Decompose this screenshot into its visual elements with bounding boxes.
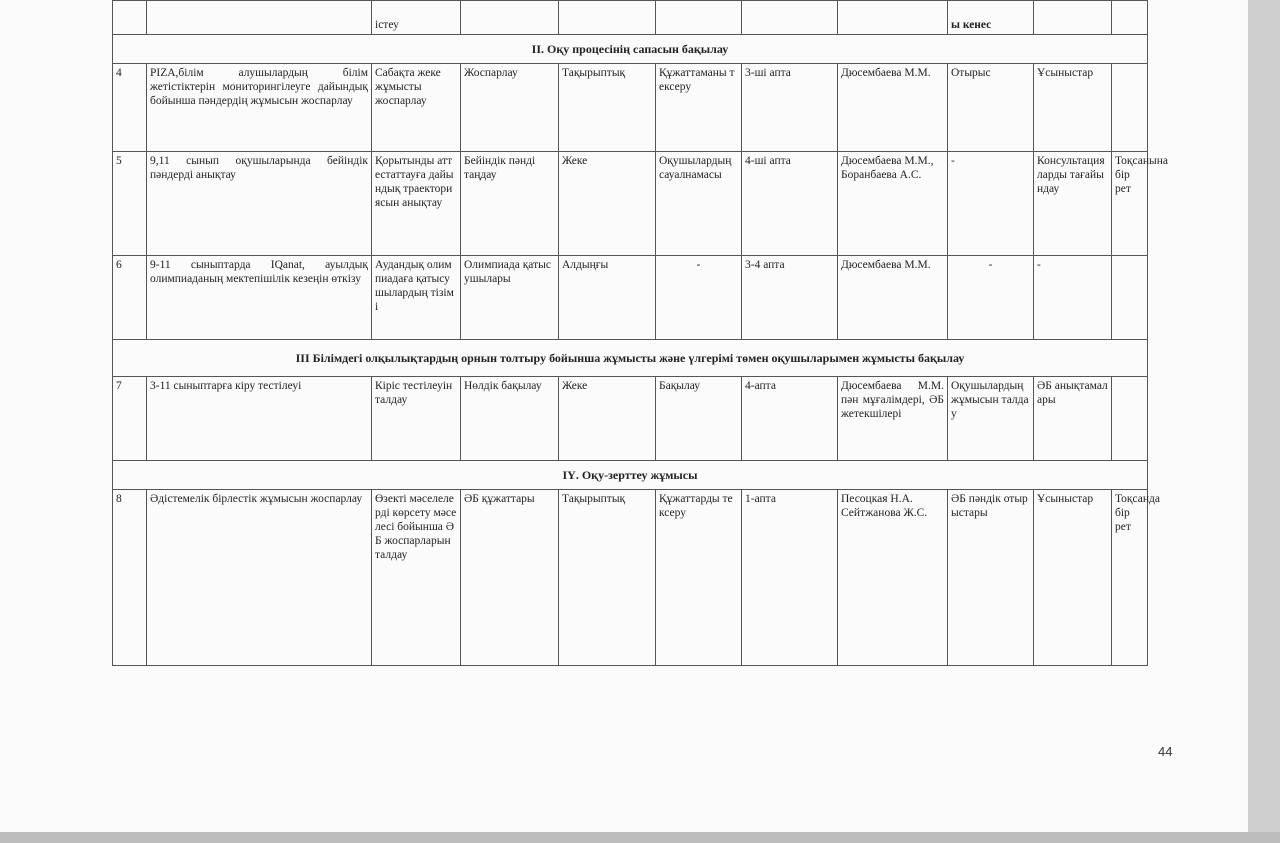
row-method: Бақылау <box>656 377 742 461</box>
row-responsible: Песоцкая Н.А. Сейтжанова Ж.С. <box>838 490 948 666</box>
row-result: Ұсыныстар <box>1034 490 1112 666</box>
row-result: - <box>1034 256 1112 340</box>
control-plan-table <box>112 0 1168 666</box>
row-object: Олимпиада қатысушылары <box>461 256 559 340</box>
row-goal: Сабақта жеке жұмысты жоспарлау <box>372 64 461 152</box>
row-place: Отырыс <box>948 64 1034 152</box>
section-header-3 <box>113 340 1148 377</box>
row-topic: 3-11 сыныптарға кіру тестілеуі <box>147 377 372 461</box>
row-goal: Қорытынды аттестаттауға дайындық траекториясын анықтау <box>372 152 461 256</box>
row-method: Құжаттаманы тексеру <box>656 64 742 152</box>
table-row <box>113 1 1148 35</box>
row-result: Консультацияларды тағайындау <box>1034 152 1112 256</box>
section-header-2 <box>113 35 1148 64</box>
row-number: 4 <box>113 64 147 152</box>
row-method-value: - <box>696 259 701 271</box>
row-place: Оқушылардың жұмысын талдау <box>948 377 1034 461</box>
row-repeat <box>1112 256 1148 340</box>
row-repeat: Тоқсанына бір рет <box>1112 152 1148 256</box>
row-result: ӘБ анықтамалары <box>1034 377 1112 461</box>
section-title: ІІІ Білімдегі олқылықтардың орнын толтыру бойынша жұмысты және үлгерімі төмен оқушыларымен жұмысты бақылау <box>113 340 1148 377</box>
row-topic: Әдістемелік бірлестік жұмысын жоспарлау <box>147 490 372 666</box>
row-term: 4-ші апта <box>742 152 838 256</box>
cell-top-place: ы кенес <box>948 1 1034 35</box>
row-responsible: Дюсембаева М.М. <box>838 256 948 340</box>
row-term: 4-апта <box>742 377 838 461</box>
row-responsible: Дюсембаева М.М. <box>838 64 948 152</box>
row-goal: Аудандық олимпиадаға қатысушылардың тізімі <box>372 256 461 340</box>
row-type: Алдыңғы <box>559 256 656 340</box>
row-goal: Кіріс тестілеуін талдау <box>372 377 461 461</box>
table-row <box>113 152 1148 256</box>
table-row <box>113 377 1148 461</box>
section-title: ІІ. Оқу процесінің сапасын бақылау <box>113 35 1148 64</box>
row-result: Ұсыныстар <box>1034 64 1112 152</box>
row-term: 1-апта <box>742 490 838 666</box>
row-place <box>948 256 1034 340</box>
page-bottom-shadow <box>0 832 1280 843</box>
row-type: Тақырыптық <box>559 64 656 152</box>
table-row <box>113 490 1148 666</box>
row-goal: Өзекті мәселелерді көрсету мәселесі бойынша ӘБ жоспарларын талдау <box>372 490 461 666</box>
row-number: 5 <box>113 152 147 256</box>
row-repeat <box>1112 377 1148 461</box>
row-object: Бейіндік пәнді таңдау <box>461 152 559 256</box>
cell-top-goal: істеу <box>372 1 461 35</box>
section-title: ІҮ. Оқу-зерттеу жұмысы <box>113 461 1148 490</box>
row-responsible: Дюсембаева М.М. пән мұғалімдері, ӘБ жетекшілері <box>838 377 948 461</box>
row-repeat <box>1112 64 1148 152</box>
row-method: Оқушылардың сауалнамасы <box>656 152 742 256</box>
row-place: ӘБ пәндік отырыстары <box>948 490 1034 666</box>
row-number: 6 <box>113 256 147 340</box>
page-edge-shadow <box>1248 0 1280 843</box>
row-object: Нөлдік бақылау <box>461 377 559 461</box>
row-type: Жеке <box>559 377 656 461</box>
table-row <box>113 64 1148 152</box>
row-responsible: Дюсембаева М.М., Боранбаева А.С. <box>838 152 948 256</box>
row-place-value: - <box>988 259 993 271</box>
row-place: - <box>948 152 1034 256</box>
row-number: 8 <box>113 490 147 666</box>
row-method: Құжаттарды тексеру <box>656 490 742 666</box>
page-number: 44 <box>1158 744 1173 759</box>
row-term: 3-ші апта <box>742 64 838 152</box>
row-repeat: Тоқсанда бір рет <box>1112 490 1148 666</box>
row-method <box>656 256 742 340</box>
row-topic: 9-11 сыныптарда IQanat, ауылдық олимпиаданың мектепішілік кезеңін өткізу <box>147 256 372 340</box>
row-topic: PIZA,білім алушылардың білім жетістіктерін мониторингілеуге дайындық бойынша пәндердің жұмысын жоспарлау <box>147 64 372 152</box>
table-row <box>113 256 1148 340</box>
row-type: Тақырыптық <box>559 490 656 666</box>
row-number: 7 <box>113 377 147 461</box>
section-header-4 <box>113 461 1148 490</box>
row-topic: 9,11 сынып оқушыларында бейіндік пәндерді анықтау <box>147 152 372 256</box>
row-object: Жоспарлау <box>461 64 559 152</box>
row-type: Жеке <box>559 152 656 256</box>
row-term: 3-4 апта <box>742 256 838 340</box>
row-object: ӘБ құжаттары <box>461 490 559 666</box>
